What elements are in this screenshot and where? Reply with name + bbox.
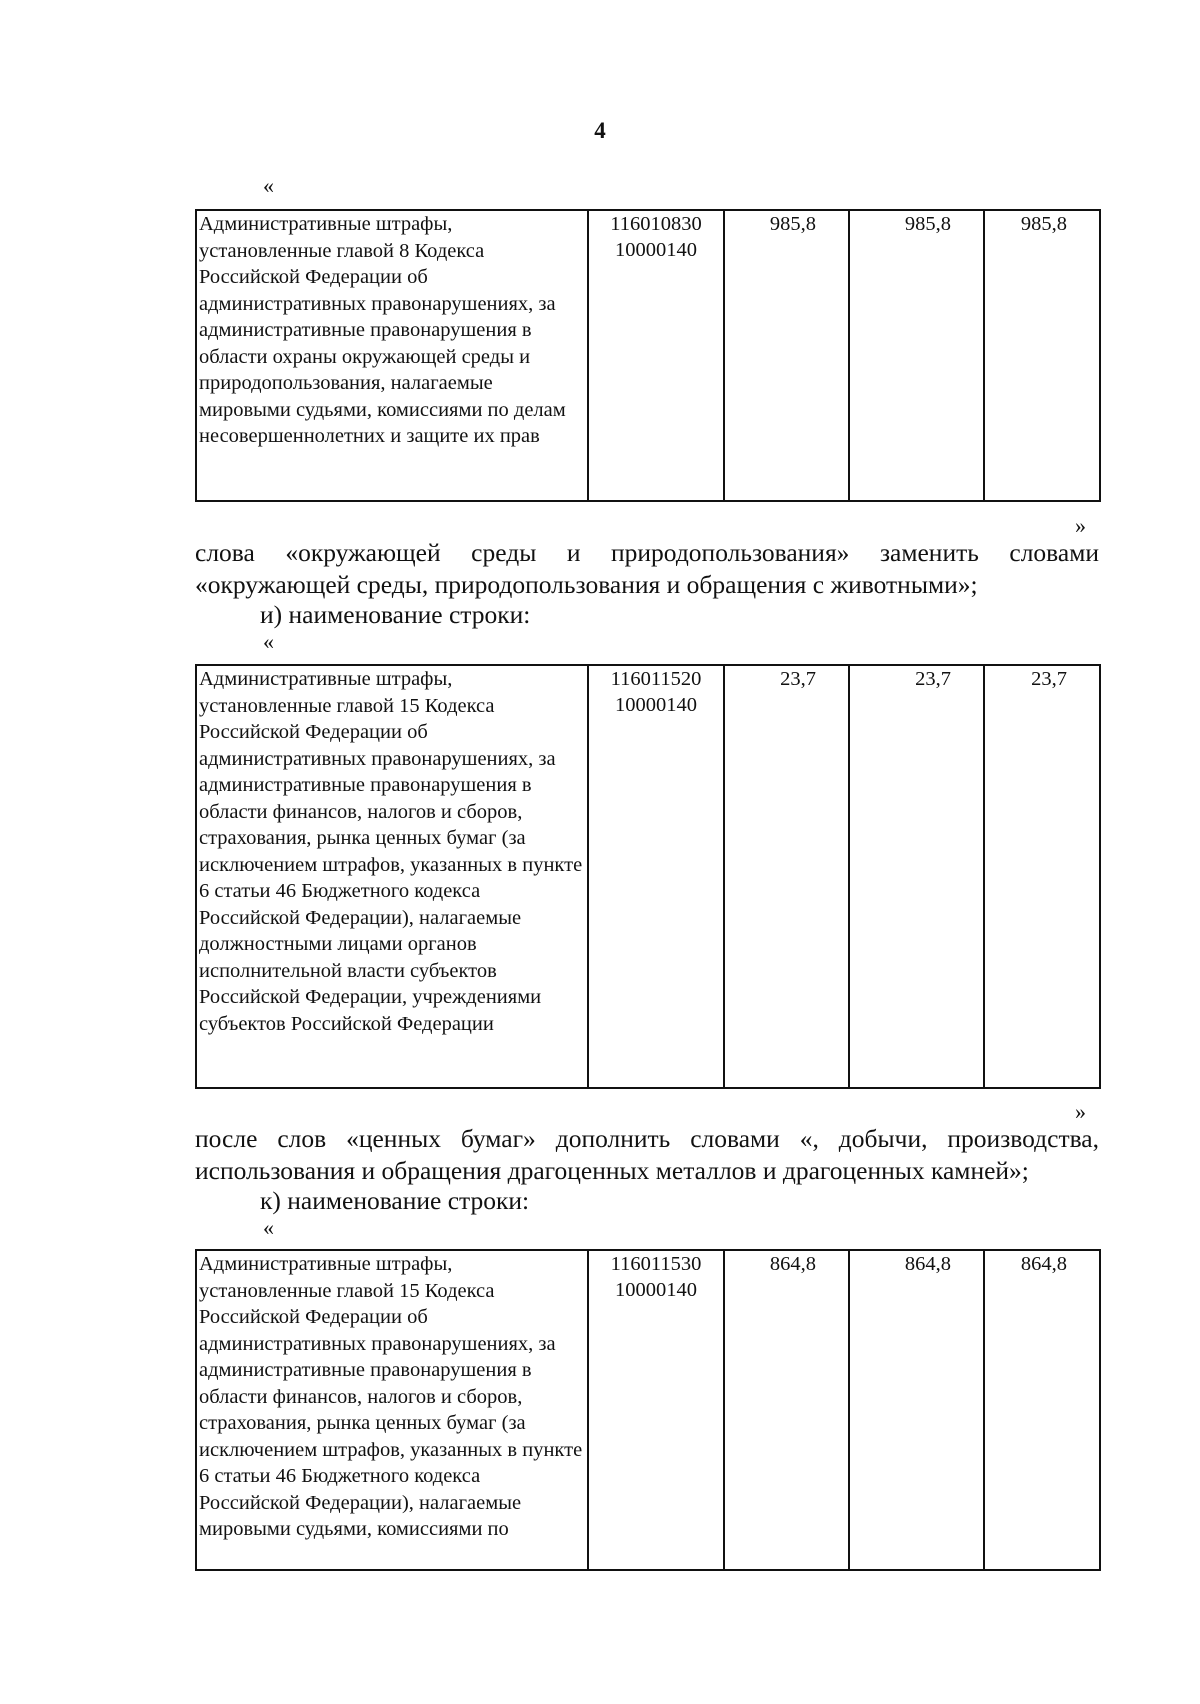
budget-row-table xyxy=(195,664,1101,1089)
amendment-line: после слов «ценных бумаг» дополнить словами «, добычи, производства, xyxy=(195,1124,1099,1153)
table-row xyxy=(196,1250,1100,1570)
opening-quote: « xyxy=(263,173,274,198)
row-name-cell: Административные штрафы, установленные главой 15 Кодекса Российской Федерации об административных правонарушениях, за административные правонарушения в области финансов, налогов и сборов, страхования, рынка ценных бумаг (за исключением штрафов, указанных в пункте 6 статьи 46 Бюджетного кодекса Российской Федерации), налагаемые должностными лицами органов исполнительной власти субъектов Российской Федерации, учреждениями субъектов Российской Федерации xyxy=(196,665,588,1088)
row-name-cell: Административные штрафы, установленные главой 15 Кодекса Российской Федерации об административных правонарушениях, за административные правонарушения в области финансов, налогов и сборов, страхования, рынка ценных бумаг (за исключением штрафов, указанных в пункте 6 статьи 46 Бюджетного кодекса Российской Федерации), налагаемые мировыми судьями, комиссиями по xyxy=(196,1250,588,1570)
row-value-2: 23,7 xyxy=(849,665,984,1088)
table-row xyxy=(196,665,1100,1088)
row-value-1: 23,7 xyxy=(724,665,849,1088)
row-value-2: 864,8 xyxy=(849,1250,984,1570)
row-value-3: 23,7 xyxy=(984,665,1100,1088)
closing-quote: » xyxy=(1075,1099,1086,1124)
page-number: 4 xyxy=(594,118,606,143)
section-heading: к) наименование строки: xyxy=(260,1186,530,1215)
row-code-cell: 116011530 10000140 xyxy=(588,1250,724,1570)
opening-quote: « xyxy=(263,629,274,654)
budget-row-table xyxy=(195,209,1101,502)
row-value-1: 864,8 xyxy=(724,1250,849,1570)
amendment-line: слова «окружающей среды и природопользования» заменить словами xyxy=(195,538,1099,567)
budget-row-table xyxy=(195,1249,1101,1571)
section-heading: и) наименование строки: xyxy=(260,600,531,629)
table-row xyxy=(196,210,1100,501)
row-value-3: 985,8 xyxy=(984,210,1100,501)
row-name-cell: Административные штрафы, установленные главой 8 Кодекса Российской Федерации об административных правонарушениях, за административные правонарушения в области охраны окружающей среды и природопользования, налагаемые мировыми судьями, комиссиями по делам несовершеннолетних и защите их прав xyxy=(196,210,588,501)
row-value-1: 985,8 xyxy=(724,210,849,501)
closing-quote: » xyxy=(1075,513,1086,538)
amendment-line: использования и обращения драгоценных металлов и драгоценных камней»; xyxy=(195,1156,1029,1185)
row-value-2: 985,8 xyxy=(849,210,984,501)
row-code-cell: 116010830 10000140 xyxy=(588,210,724,501)
amendment-line: «окружающей среды, природопользования и обращения с животными»; xyxy=(195,570,978,599)
row-code-cell: 116011520 10000140 xyxy=(588,665,724,1088)
opening-quote: « xyxy=(263,1215,274,1240)
row-value-3: 864,8 xyxy=(984,1250,1100,1570)
